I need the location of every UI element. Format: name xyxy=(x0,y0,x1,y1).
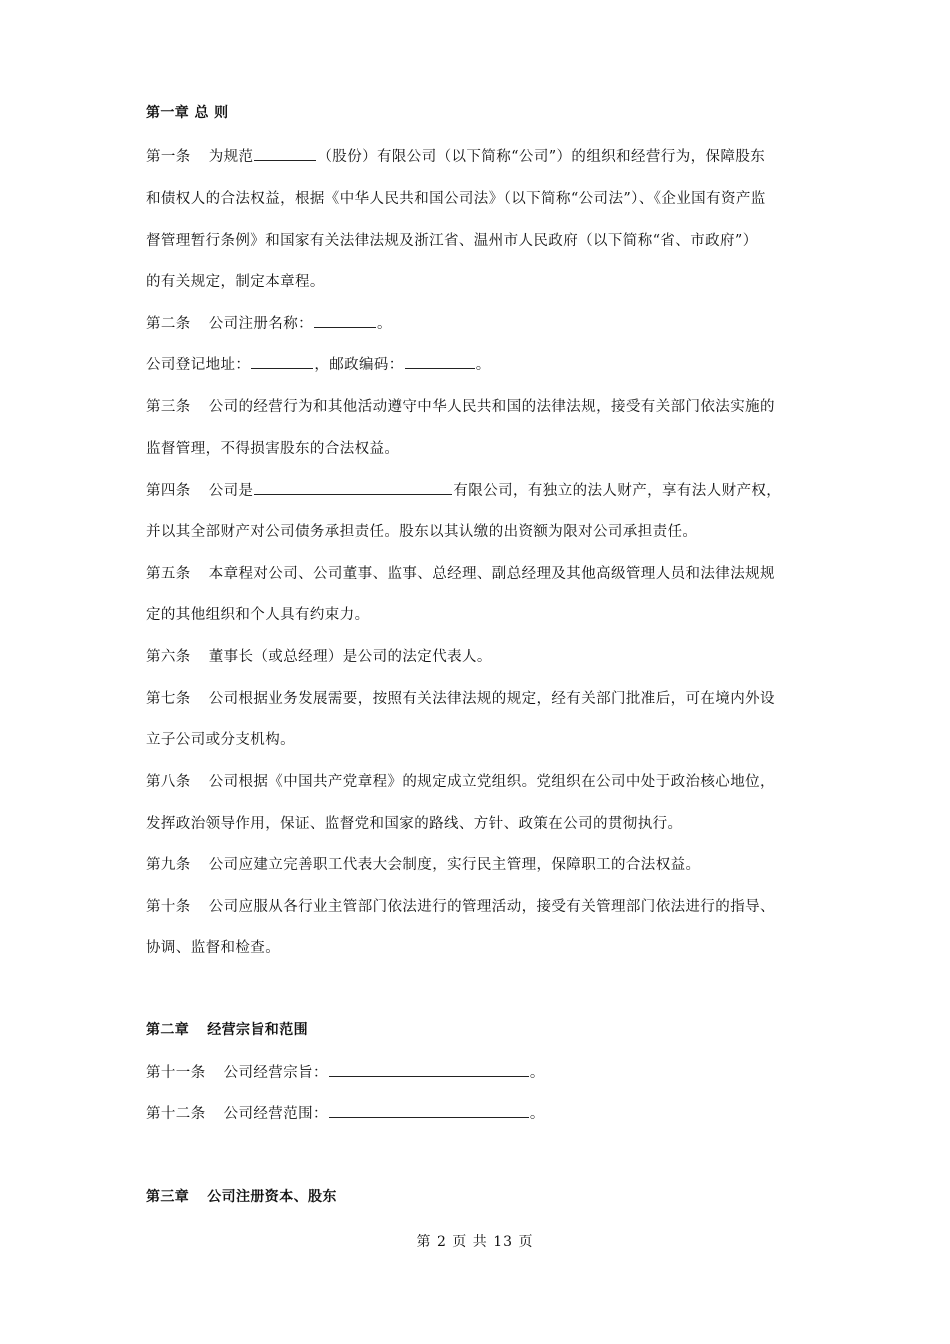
article-4-line-2: 并以其全部财产对公司债务承担责任。股东以其认缴的出资额为限对公司承担责任。 xyxy=(146,524,698,540)
article-number: 第七条 xyxy=(146,691,191,707)
article-10-line-2: 协调、监督和检查。 xyxy=(146,940,281,956)
article-number: 第十条 xyxy=(146,899,191,915)
article-1-line-3: 督管理暂行条例》和国家有关法律法规及浙江省、温州市人民政府（以下简称“省、市政府”） xyxy=(146,233,758,249)
article-2-line-2: 公司登记地址： ，邮政编码： 。 xyxy=(146,353,491,374)
article-number: 第八条 xyxy=(146,774,191,790)
article-5-line-1: 第五条 本章程对公司、公司董事、监事、总经理、副总经理及其他高级管理人员和法律法规规 xyxy=(146,566,775,582)
article-10-line-1: 第十条 公司应服从各行业主管部门依法进行的管理活动，接受有关管理部门依法进行的指导、 xyxy=(146,899,775,915)
article-number: 第五条 xyxy=(146,566,191,582)
article-3-line-2: 监督管理，不得损害股东的合法权益。 xyxy=(146,441,400,457)
article-1-line-4: 的有关规定，制定本章程。 xyxy=(146,274,325,290)
address-blank xyxy=(251,354,313,369)
business-scope-blank xyxy=(329,1103,529,1118)
article-number: 第四条 xyxy=(146,483,191,499)
chapter-3-heading: 第三章 公司注册资本、股东 xyxy=(146,1189,337,1205)
page-footer: 第 2 页 共 13 页 xyxy=(416,1234,534,1250)
article-7-line-2: 立子公司或分支机构。 xyxy=(146,732,295,748)
article-number: 第六条 xyxy=(146,649,191,665)
article-1-line-1: 第一条 为规范 （股份）有限公司（以下简称“公司”）的组织和经营行为，保障股东 xyxy=(146,145,765,166)
article-1-line-2: 和债权人的合法权益，根据《中华人民共和国公司法》（以下简称“公司法”）、《企业国有资产监 xyxy=(146,191,766,207)
article-5-line-2: 定的其他组织和个人具有约束力。 xyxy=(146,607,370,623)
business-purpose-blank xyxy=(329,1062,529,1077)
article-6-line-1: 第六条 董事长（或总经理）是公司的法定代表人。 xyxy=(146,649,492,665)
article-12-line-1: 第十二条 公司经营范围： 。 xyxy=(146,1102,545,1123)
article-number: 第二条 xyxy=(146,316,191,332)
article-number: 第九条 xyxy=(146,857,191,873)
article-9-line-1: 第九条 公司应建立完善职工代表大会制度，实行民主管理，保障职工的合法权益。 xyxy=(146,857,701,873)
postcode-blank xyxy=(405,354,475,369)
article-8-line-1: 第八条 公司根据《中国共产党章程》的规定成立党组织。党组织在公司中处于政治核心地位， xyxy=(146,774,775,790)
article-8-line-2: 发挥政治领导作用，保证、监督党和国家的路线、方针、政策在公司的贯彻执行。 xyxy=(146,816,683,832)
article-number: 第一条 xyxy=(146,149,191,165)
article-number: 第十二条 xyxy=(146,1106,206,1122)
article-number: 第三条 xyxy=(146,399,191,415)
article-number: 第十一条 xyxy=(146,1065,206,1081)
article-7-line-1: 第七条 公司根据业务发展需要，按照有关法律法规的规定，经有关部门批准后，可在境内外设 xyxy=(146,691,775,707)
article-3-line-1: 第三条 公司的经营行为和其他活动遵守中华人民共和国的法律法规，接受有关部门依法实施的 xyxy=(146,399,775,415)
article-4-line-1: 第四条 公司是 有限公司，有独立的法人财产，享有法人财产权， xyxy=(146,479,781,500)
article-11-line-1: 第十一条 公司经营宗旨： 。 xyxy=(146,1061,545,1082)
company-type-blank xyxy=(254,480,452,495)
registered-name-blank xyxy=(314,313,376,328)
chapter-1-heading: 第一章 总 则 xyxy=(146,105,229,121)
article-2-line-1: 第二条 公司注册名称： 。 xyxy=(146,312,392,333)
company-name-blank xyxy=(254,146,316,161)
chapter-2-heading: 第二章 经营宗旨和范围 xyxy=(146,1022,309,1038)
